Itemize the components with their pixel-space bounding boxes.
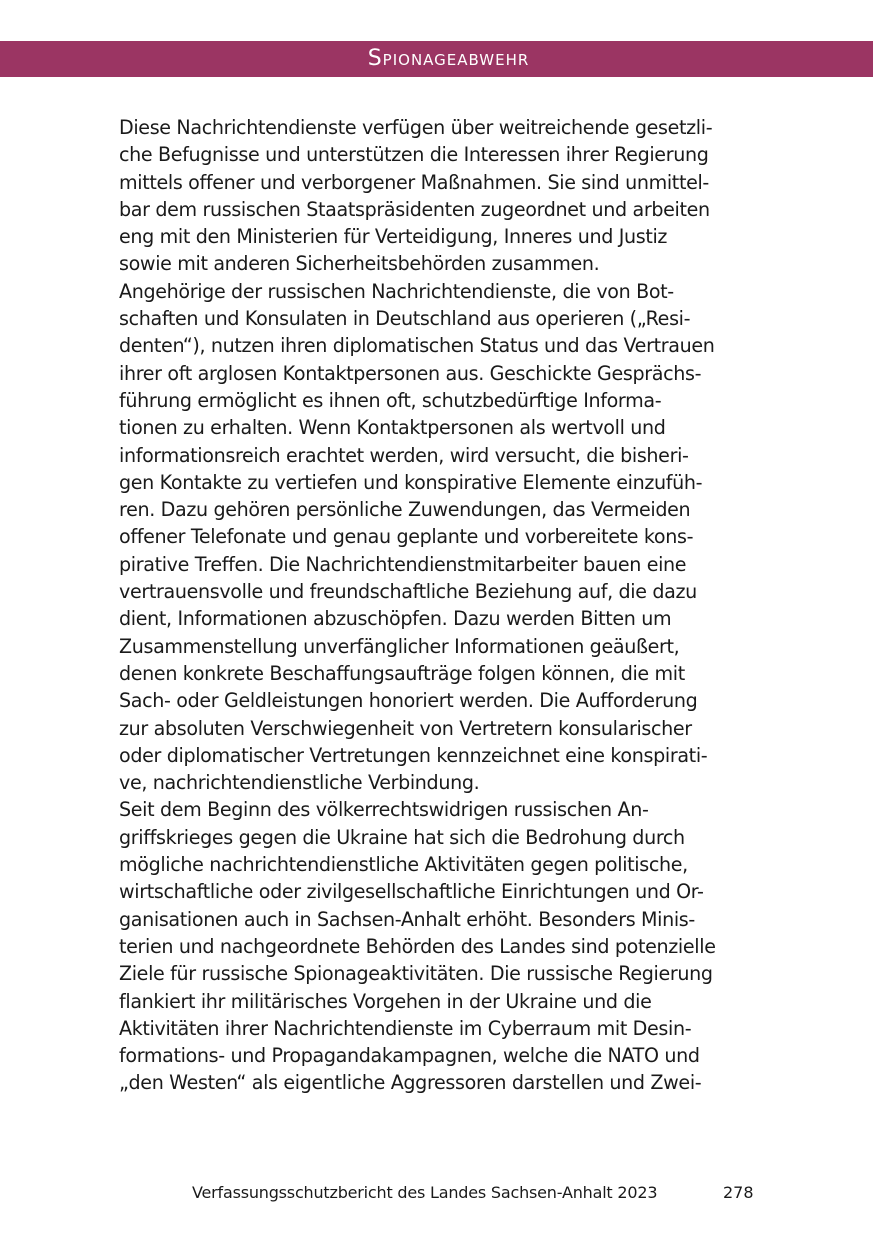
body-line: offener Telefonate und genau geplante und vorbereitete kons- [119,525,694,549]
page-footer [0,1180,875,1206]
section-header-bar [0,41,873,77]
body-line: formations- und Propagandakampagnen, welche die NATO und [119,1044,700,1068]
body-line: pirative Treffen. Die Nachrichtendienstmitarbeiter bauen eine [119,552,687,576]
body-text [119,114,764,1097]
body-line: ganisationen auch in Sachsen-Anhalt erhöht. Besonders Minis- [119,907,695,931]
body-line: griffskrieges gegen die Ukraine hat sich die Bedrohung durch [119,825,685,849]
body-line: Aktivitäten ihrer Nachrichtendienste im Cyberraum mit Desin- [119,1016,692,1040]
body-line: mögliche nachrichtendienstliche Aktivitäten gegen politische, [119,853,688,877]
body-line: Angehörige der russischen Nachrichtendienste, die von Bot- [119,279,674,303]
body-line: informationsreich erachtet werden, wird versucht, die bisheri- [119,443,689,467]
body-line: „den Westen“ als eigentliche Aggressoren darstellen und Zwei- [119,1071,702,1095]
footer-report-title: Verfassungsschutzbericht des Landes Sachsen-Anhalt 2023 [192,1183,658,1202]
body-line: denten“), nutzen ihren diplomatischen Status und das Vertrauen [119,334,715,358]
body-line: ve, nachrichtendienstliche Verbindung. [119,771,480,795]
body-line: Zusammenstellung unverfänglicher Informationen geäußert, [119,634,680,658]
body-line: denen konkrete Beschaffungsaufträge folgen können, die mit [119,661,685,685]
body-line: Diese Nachrichtendienste verfügen über weitreichende gesetzli- [119,116,713,139]
body-line: dient, Informationen abzuschöpfen. Dazu werden Bitten um [119,607,672,631]
body-line: flankiert ihr militärisches Vorgehen in der Ukraine und die [119,989,652,1013]
body-line: ren. Dazu gehören persönliche Zuwendungen, das Vermeiden [119,498,691,522]
body-line: eng mit den Ministerien für Verteidigung, Inneres und Justiz [119,225,668,249]
section-title: Spionageabwehr [367,46,530,71]
body-line: tionen zu erhalten. Wenn Kontaktpersonen als wertvoll und [119,416,666,440]
body-line: Sach- oder Geldleistungen honoriert werden. Die Aufforderung [119,689,698,713]
body-line: Ziele für russische Spionageaktivitäten. Die russische Regierung [119,962,713,986]
body-line: zur absoluten Verschwiegenheit von Vertretern konsularischer [119,716,692,740]
body-line: führung ermöglicht es ihnen oft, schutzbedürftige Informa- [119,388,662,412]
body-line: oder diplomatischer Vertretungen kennzeichnet eine konspirati- [119,743,708,767]
body-line: ihrer oft arglosen Kontaktpersonen aus. Geschickte Gesprächs- [119,361,702,385]
body-line: mittels offener und verborgener Maßnahmen. Sie sind unmittel- [119,170,709,194]
body-line: gen Kontakte zu vertiefen und konspirative Elemente einzufüh- [119,470,703,494]
body-line: vertrauensvolle und freundschaftliche Beziehung auf, die dazu [119,580,697,604]
body-line: sowie mit anderen Sicherheitsbehörden zusammen. [119,252,600,276]
page-number: 278 [723,1183,754,1202]
body-line: wirtschaftliche oder zivilgesellschaftliche Einrichtungen und Or- [119,880,704,904]
body-line: terien und nachgeordnete Behörden des Landes sind potenzielle [119,934,716,958]
body-line: che Befugnisse und unterstützen die Interessen ihrer Regierung [119,143,709,167]
body-line: schaften und Konsulaten in Deutschland aus operieren („Resi- [119,307,691,331]
body-line: bar dem russischen Staatspräsidenten zugeordnet und arbeiten [119,197,710,221]
body-line: Seit dem Beginn des völkerrechtswidrigen russischen An- [119,798,649,822]
